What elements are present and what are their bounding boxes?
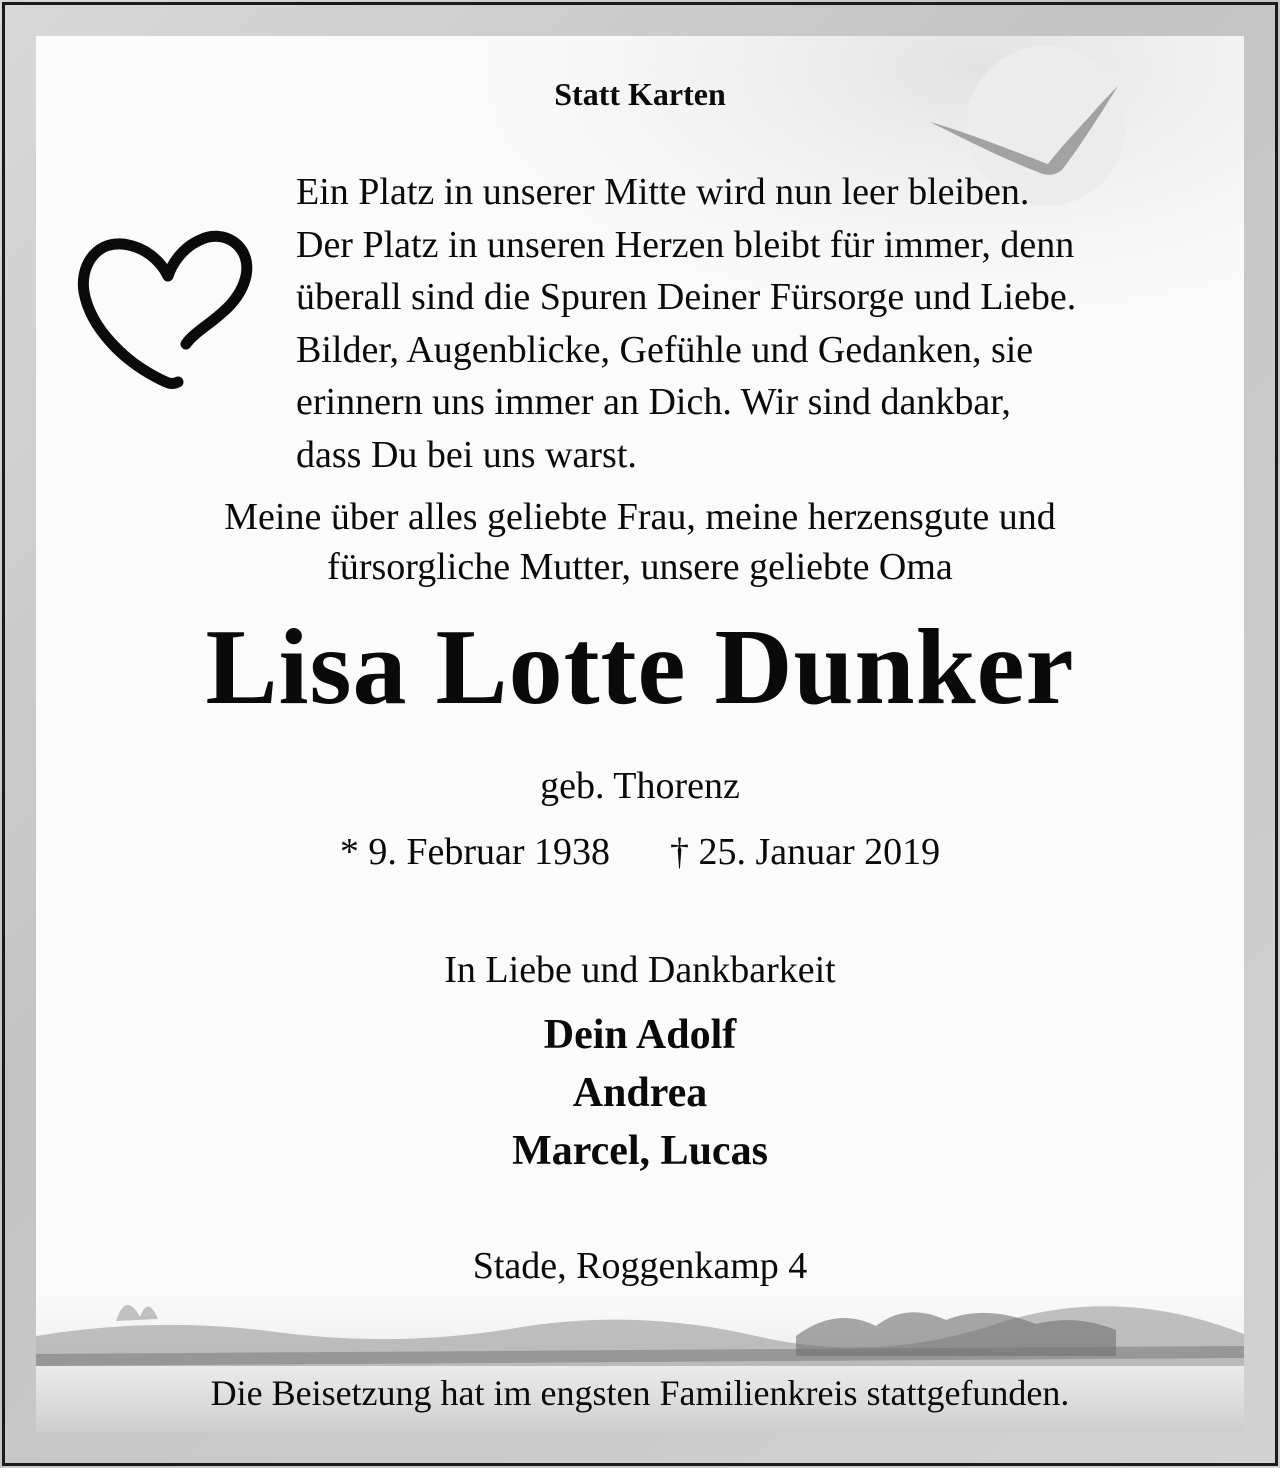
poem-line: Der Platz in unseren Herzen bleibt für immer, denn: [296, 223, 1075, 266]
mourner-name: Andrea: [572, 1070, 708, 1116]
birth-name: geb. Thorenz: [540, 765, 740, 807]
funeral-note: Die Beisetzung hat im engsten Familienkreis stattgefunden.: [210, 1373, 1070, 1413]
life-dates: [36, 830, 1244, 874]
heart-icon: [74, 226, 256, 396]
closing-line: In Liebe und Dankbarkeit: [444, 949, 836, 991]
mourner-name: Marcel, Lucas: [512, 1128, 768, 1174]
intro-line: Meine über alles geliebte Frau, meine herzensgute und: [224, 496, 1056, 538]
header-statt-karten: Statt Karten: [554, 76, 726, 112]
mourners-list: [36, 1006, 1244, 1180]
poem-line: Bilder, Augenblicke, Gefühle und Gedanken, sie: [296, 328, 1034, 371]
poem-line: erinnern uns immer an Dich. Wir sind dankbar,: [296, 381, 1011, 423]
death-date: † 25. Januar 2019: [670, 831, 941, 873]
intro-text: [36, 492, 1244, 592]
notice-content: [36, 36, 1244, 1432]
poem-line: überall sind die Spuren Deiner Fürsorge und Liebe.: [296, 276, 1077, 318]
poem-line: Ein Platz in unserer Mitte wird nun leer bleiben.: [296, 171, 1030, 213]
intro-line: fürsorgliche Mutter, unsere geliebte Oma: [327, 546, 953, 588]
address: Stade, Roggenkamp 4: [472, 1245, 808, 1287]
memorial-poem: [296, 166, 1244, 481]
mourner-name: Dein Adolf: [543, 1012, 737, 1058]
deceased-name: Lisa Lotte Dunker: [205, 608, 1075, 727]
birth-date: * 9. Februar 1938: [339, 831, 610, 873]
poem-line: dass Du bei uns warst.: [296, 433, 637, 476]
